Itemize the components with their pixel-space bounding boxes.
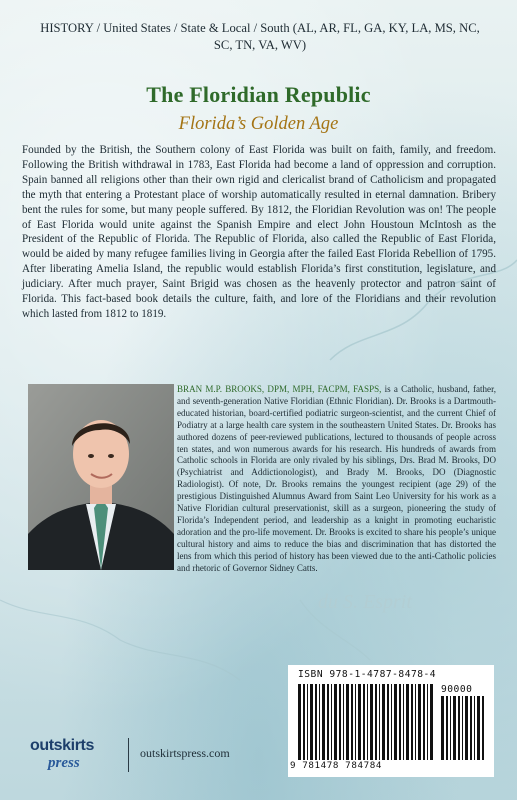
book-title: The Floridian Republic [146, 82, 371, 107]
author-name: BRAN M.P. BROOKS, DPM, MPH, FACPM, FASPS, [177, 384, 382, 394]
barcode-bar [450, 696, 451, 760]
barcode-bar [474, 696, 475, 760]
category-line: HISTORY / United States / State & Local / South (AL, AR, FL, GA, KY, LA, MS, NC, SC, TN, VA, WV) [40, 21, 480, 52]
barcode-bar [343, 684, 344, 760]
barcode-bar [430, 684, 433, 760]
barcode-bar [458, 696, 460, 760]
barcode-bar [315, 684, 317, 760]
author-bio-text: is a Catholic, husband, father, and seventh-generation Native Floridian (Ethnic Floridian). Dr. Brooks is a Dartmouth-educated historian, board-certified podiatric surgeon-scientist, and the current Chief of Podiatry at a large health care system in the southeastern United States. Dr. Brooks has authored dozens of peer-reviewed publications, lectured to thousands of people across ten states, and won numerous awards for his research. His hundreds of awards from Catholic schools in Florida are only rivaled by his siblings, Drs. Brad M. Brooks, DO (Psychiatrist and Addictionologist), and Brady M. Brooks, DO (Diagnostic Radiologist). Of note, Dr. Brooks remains the youngest recipient (age 29) of the prestigious Distinguished Alumnus Award from Saint Leo University for his work as a Native Floridian cultural preservationist, skill as a surgeon, pioneering the study of Florida’s Independent period, and leadership as a knight in promoting eucharistic adoration and the pro-life movement. Dr. Brooks is excited to share his people’s unique cultural history and aims to reduce the bias and discrimination that has distorted the lens from which this period of history has been viewed due to the anti-Catholic policies and rhetoric of Governor Sidney Catts. [177, 384, 496, 573]
book-subtitle: Florida’s Golden Age [178, 114, 339, 134]
barcode-bar [307, 684, 308, 760]
barcode-bar [351, 684, 353, 760]
barcode-bar [411, 684, 413, 760]
barcode-bar [391, 684, 392, 760]
barcode-bar [465, 696, 468, 760]
publisher-logo [30, 735, 110, 779]
barcode-bar [375, 684, 377, 760]
barcode-bar [334, 684, 337, 760]
barcode-bar [387, 684, 389, 760]
barcode-bar [403, 684, 404, 760]
price-code: 90000 [441, 684, 473, 695]
barcode-bar [415, 684, 416, 760]
barcode-bar [346, 684, 349, 760]
publisher-url: outskirtspress.com [140, 746, 230, 760]
addon-barcode-bars [441, 696, 487, 760]
barcode-bar [370, 684, 373, 760]
barcode-bar [406, 684, 409, 760]
barcode-bar [394, 684, 397, 760]
barcode-bar [477, 696, 480, 760]
barcode-bar [441, 696, 444, 760]
barcode-bar [399, 684, 401, 760]
barcode-bar [339, 684, 341, 760]
logo-divider [128, 738, 129, 772]
publisher-logo-top: outskirts [30, 737, 94, 754]
barcode-bar [298, 684, 301, 760]
isbn-label: ISBN 978-1-4787-8478-4 [298, 669, 437, 680]
barcode-bar [423, 684, 425, 760]
barcode-bar [322, 684, 325, 760]
barcode-bar [355, 684, 356, 760]
barcode-bar [462, 696, 463, 760]
barcode-bar [363, 684, 365, 760]
barcode-bar [331, 684, 332, 760]
svg-text:du S. Esprit: du S. Esprit [318, 591, 412, 613]
barcode-bar [427, 684, 428, 760]
isbn-barcode [288, 665, 494, 777]
barcode-bar [303, 684, 305, 760]
barcode-bar [319, 684, 320, 760]
author-photo [28, 384, 174, 570]
barcode-bar [470, 696, 472, 760]
barcode-bar [367, 684, 368, 760]
barcode-bar [418, 684, 421, 760]
barcode-bar [382, 684, 385, 760]
book-description: Founded by the British, the Southern colony of East Florida was built on faith, family, and freedom. Following the British withdrawal in 1783, East Florida had become a land of oppression and corruption. Spain banned all religions other than their own rigid and clericalist brand of Catholicism and propagated the myth that entering a Protestant place of worship automatically resulted in eternal damnation. Bribery bent the rules for some, but many people suffered. By 1812, the Floridian Revolution was on! The people of East Florida would unite against the Spanish Empire and elect John Houstoun McIntosh as the President of the Republic of Florida. The Republic of Florida, also called the Republic of East Florida, would be aided by many refugee families living in Georgia after the failed East Florida Rebellion of 1795. After liberating Amelia Island, the republic would establish Florida’s first constitution, legislature, and judiciary. After much prayer, Saint Brigid was chosen as the heavenly protector and patron saint of Florida. This fact-based book details the culture, faith, and lore of the Floridians and their revolution which lasted from 1812 to 1819. [22, 144, 496, 320]
barcode-bar [482, 696, 484, 760]
barcode-bar [446, 696, 448, 760]
ean-digits: 9 781478 784784 [290, 760, 382, 771]
barcode-bar [327, 684, 329, 760]
barcode-bar [453, 696, 456, 760]
barcode-bar [310, 684, 313, 760]
barcode-bar [379, 684, 380, 760]
ean-barcode-bars [298, 684, 436, 760]
barcode-bar [358, 684, 361, 760]
publisher-logo-bottom: press [48, 755, 80, 771]
